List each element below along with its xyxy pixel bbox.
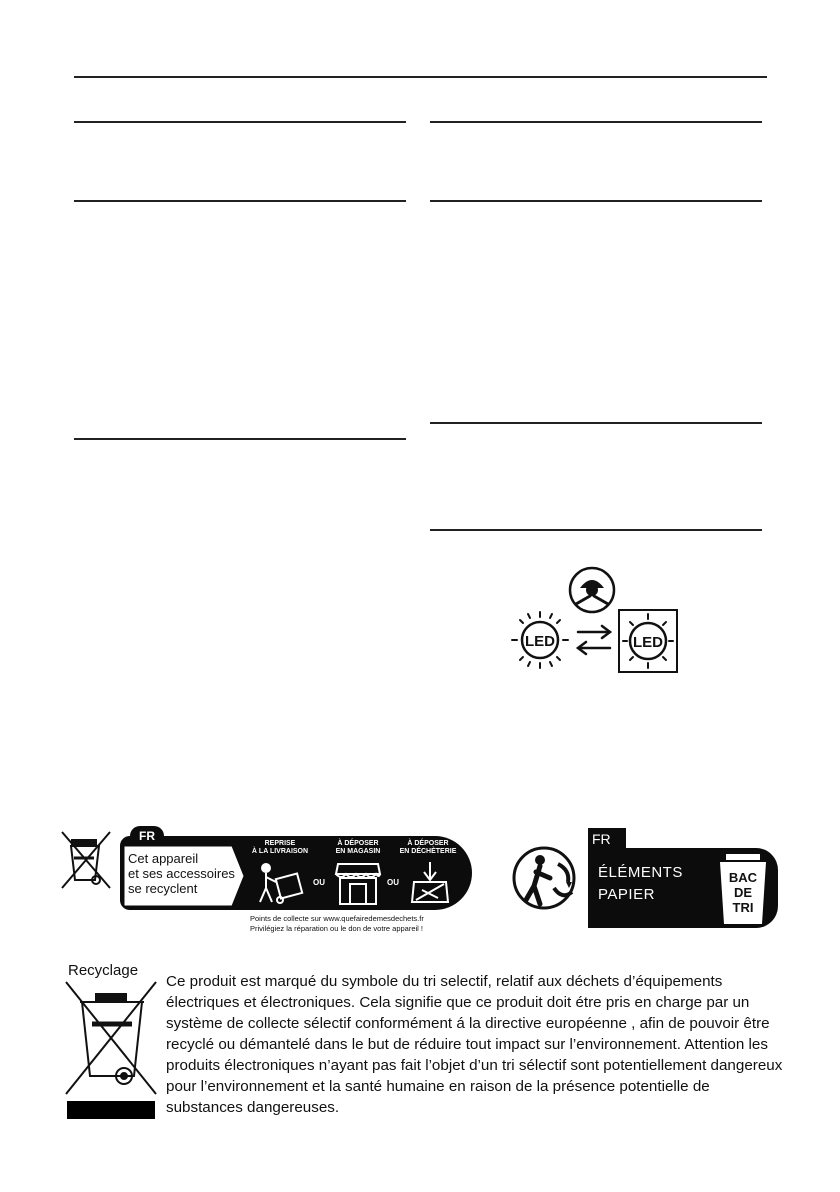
right-section-rule-4 bbox=[430, 529, 762, 531]
option-reprise-line-1: REPRISE bbox=[264, 840, 296, 847]
info-tri-message-line-1: Cet appareil bbox=[128, 851, 199, 866]
option-magasin-line-2: EN MAGASIN bbox=[335, 848, 381, 855]
weee-black-bar bbox=[67, 1101, 155, 1119]
led-bulb-right-icon bbox=[619, 610, 677, 672]
sorting-bin-icon bbox=[712, 850, 774, 926]
left-section-rule-2 bbox=[74, 200, 406, 202]
option-magasin-line-1: À DÉPOSER bbox=[337, 840, 379, 847]
store-icon bbox=[334, 860, 382, 906]
svg-text:LED: LED bbox=[525, 633, 555, 650]
papier-line-1: ÉLÉMENTS bbox=[598, 864, 683, 881]
recycling-paragraph: Ce produit est marqué du symbole du tri selectif, relatif aux déchets d’équipements électriques et électroniques. Cela signifie que ce produit doit étre pris en charge par un système de collecte sélectif conformément á la directive européenne , afin de pouvoir être recyclé ou démantelé dans le but de réduire tout impact sur l’environnement. Attention les produits électroniques n’ayant pas fait l’objet d’un tri sélectif sont potentiellement dangereux pour l’environnement et la santé humaine en raison de la présence potentielle de substances dangereuses. bbox=[166, 973, 783, 1116]
recycle-label: Recyclage bbox=[68, 962, 139, 979]
swap-arrows-icon bbox=[578, 626, 610, 654]
technician-icon bbox=[570, 568, 614, 612]
triman-logo-icon bbox=[510, 842, 582, 914]
info-tri-footnote-2: Privilégiez la réparation ou le don de votre appareil ! bbox=[250, 924, 424, 933]
papier-country-tab: FR bbox=[588, 828, 626, 850]
info-tri-country-tab: FR bbox=[130, 826, 164, 846]
right-section-rule-2 bbox=[430, 200, 762, 202]
right-section-rule-3 bbox=[430, 422, 762, 424]
option-reprise-line-2: À LA LIVRAISON bbox=[251, 848, 309, 855]
option-decheterie-line-1: À DÉPOSER bbox=[407, 840, 449, 847]
bin-text-2: DE bbox=[733, 885, 753, 900]
delivery-person-icon bbox=[256, 862, 306, 906]
info-tri-footnote-1: Points de collecte sur www.quefairedemesdechets.fr bbox=[250, 914, 424, 923]
info-tri-message-line-3: se recyclent bbox=[128, 881, 198, 896]
info-tri-message-line-2: et ses accessoires bbox=[128, 866, 235, 881]
left-section-rule-1 bbox=[74, 121, 406, 123]
right-section-rule-1 bbox=[430, 121, 762, 123]
papier-text bbox=[598, 862, 683, 906]
led-diagram bbox=[500, 566, 690, 678]
top-rule bbox=[74, 76, 767, 78]
weee-crossed-bin-icon bbox=[62, 980, 160, 1098]
svg-text:LED: LED bbox=[633, 634, 663, 651]
option-decheterie-line-2: EN DÉCHÈTERIE bbox=[399, 848, 457, 855]
bin-text-1: BAC bbox=[728, 870, 758, 885]
or-separator-2: OU bbox=[387, 878, 399, 887]
option-reprise-label bbox=[242, 840, 318, 856]
crossed-bin-icon bbox=[58, 828, 114, 892]
option-magasin-label bbox=[320, 840, 396, 856]
bin-text-3: TRI bbox=[732, 900, 754, 915]
info-tri-message bbox=[128, 851, 246, 896]
led-bulb-left-icon bbox=[512, 612, 568, 668]
left-section-rule-3 bbox=[74, 438, 406, 440]
led-replacement-pictogram bbox=[500, 566, 690, 678]
option-decheterie-label bbox=[390, 840, 466, 856]
papier-line-2: PAPIER bbox=[598, 886, 655, 903]
waste-deposit-icon bbox=[408, 860, 452, 906]
or-separator-1: OU bbox=[313, 878, 325, 887]
